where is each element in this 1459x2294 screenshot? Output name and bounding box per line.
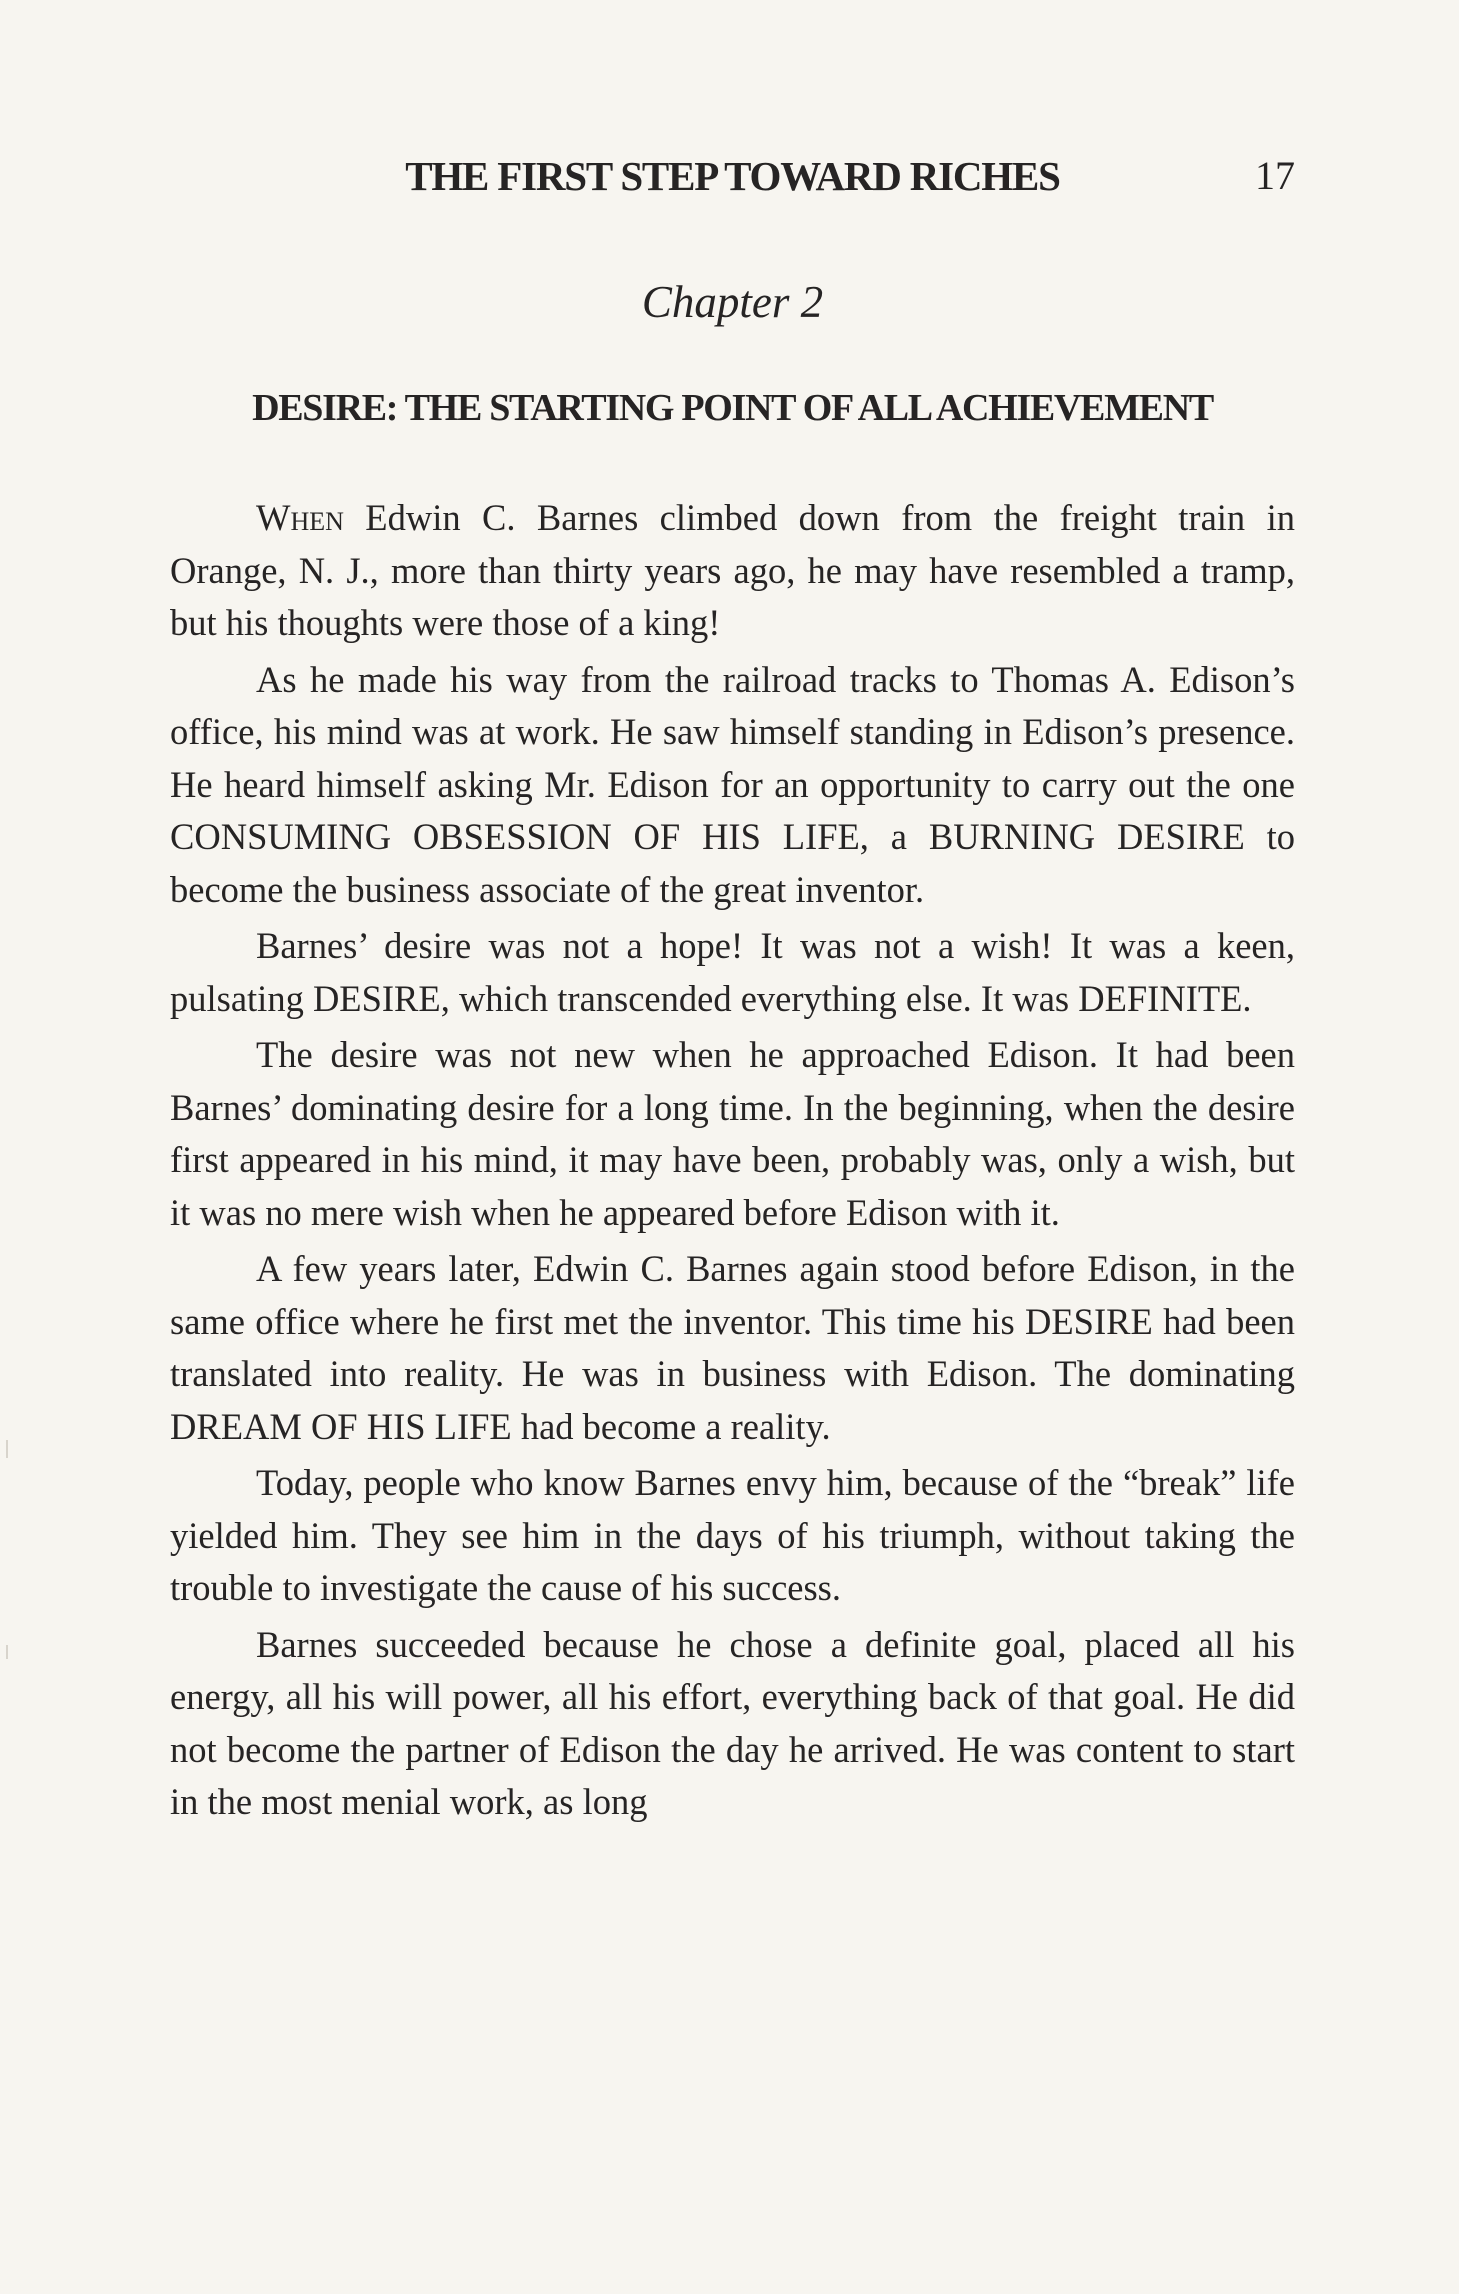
scan-artifact <box>6 1440 8 1458</box>
paragraph-4: The desire was not new when he approached Edison. It had been Barnes’ dominating desire for a long time. In the beginning, when the desire first appeared in his mind, it may have been, probably was, only a wish, but it was no mere wish when he appeared before Edison with it. <box>170 1034 1295 1233</box>
body-text <box>170 492 1295 1833</box>
paragraph-2: As he made his way from the railroad tracks to Thomas A. Edison’s office, his mind was at work. He saw himself standing in Edison’s presence. He heard himself asking Mr. Edison for an opportunity to carry out the one CONSUMING OBSESSION OF HIS LIFE, a BURNING DESIRE to become the business associate of the great inventor. <box>170 658 1295 910</box>
paragraph-lead-word: When <box>256 497 344 538</box>
running-header <box>170 152 1295 212</box>
paragraph-6: Today, people who know Barnes envy him, because of the “break” life yielded him. They see him in the days of his triumph, without taking the trouble to investigate the cause of his success. <box>170 1462 1295 1608</box>
chapter-title: DESIRE: THE STARTING POINT OF ALL ACHIEVEMENT <box>252 387 1213 429</box>
paragraph-text: Edwin C. Barnes climbed down from the freight train in Orange, N. J., more than thirty years ago, he may have resembled a tramp, but his thoughts were those of a king! <box>170 497 1295 643</box>
page-number: 17 <box>1255 153 1295 198</box>
paragraph-5: A few years later, Edwin C. Barnes again stood before Edison, in the same office where he first met the inventor. This time his DESIRE had been translated into reality. He was in business with Edison. The dominating DREAM OF HIS LIFE had become a reality. <box>170 1248 1295 1447</box>
running-title: THE FIRST STEP TOWARD RICHES <box>405 153 1060 199</box>
paragraph-3: Barnes’ desire was not a hope! It was not a wish! It was a keen, pulsating DESIRE, which transcended everything else. It was DEFINITE. <box>170 925 1295 1019</box>
paragraph-1 <box>170 492 1295 650</box>
paragraph-7: Barnes succeeded because he chose a definite goal, placed all his energy, all his will power, all his effort, everything back of that goal. He did not become the partner of Edison the day he arrived. He was content to start in the most menial work, as long <box>170 1623 1295 1822</box>
chapter-label: Chapter 2 <box>641 277 824 327</box>
scan-artifact <box>6 1645 8 1659</box>
